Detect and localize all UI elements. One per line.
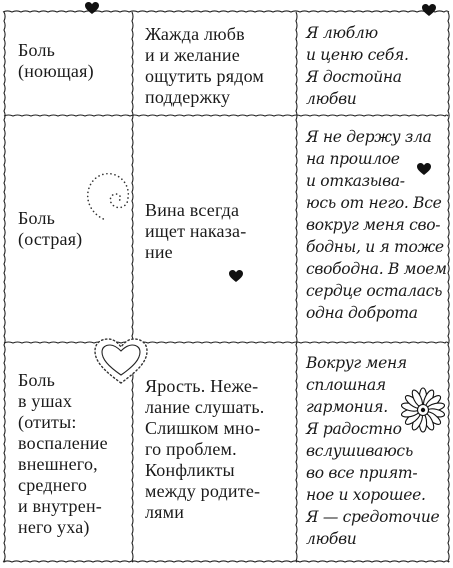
text-line: в ушах: [18, 391, 73, 411]
text-line: Боль: [18, 40, 56, 60]
text-line: свободна. В моем: [306, 260, 447, 278]
text-line: Конфликты: [145, 460, 235, 480]
text-line: Боль: [18, 208, 56, 228]
text-line: ние: [145, 242, 173, 262]
text-line: воспаление: [18, 433, 108, 453]
text-line: Вина всегда: [145, 200, 240, 220]
text-line: вслушиваюсь: [306, 442, 413, 460]
row3-affirmation: [296, 352, 446, 550]
text-line: и внутрен-: [18, 496, 102, 516]
text-line: Я не держу зла: [306, 128, 432, 146]
text-line: (острая): [18, 229, 83, 249]
text-line: любви: [306, 90, 357, 108]
text-line: на прошлое: [306, 150, 400, 168]
text-line: ное и хорошее.: [306, 486, 426, 504]
text-line: любви: [306, 530, 357, 548]
text-line: поддержку: [145, 87, 231, 107]
text-line: Я люблю: [306, 24, 378, 42]
row2-cause: [133, 200, 295, 263]
row1-affirmation: [296, 22, 446, 110]
text-line: гармония.: [306, 398, 388, 416]
text-line: и и желание: [145, 45, 240, 65]
text-line: лями: [145, 502, 185, 522]
row1-cause: [133, 24, 295, 108]
text-line: Я достойна: [306, 68, 402, 86]
text-line: (отиты:: [18, 412, 77, 432]
daisy-flower-icon: [397, 384, 449, 436]
text-line: ощутить рядом: [145, 66, 265, 86]
text-line: (ноющая): [18, 61, 94, 81]
text-line: юсь от него. Все: [306, 194, 442, 212]
text-line: внешнего,: [18, 454, 98, 474]
text-line: среднего: [18, 475, 88, 495]
text-line: сердце осталась: [306, 282, 443, 300]
text-line: Я — средоточие: [306, 508, 440, 526]
heart-icon: [85, 2, 99, 15]
text-line: вокруг меня сво-: [306, 216, 441, 234]
text-line: го проблем.: [145, 439, 237, 459]
text-line: сплошная: [306, 376, 386, 394]
row3-symptom: [8, 370, 132, 538]
text-line: и ценю себя.: [306, 46, 409, 64]
heart-icon: [422, 4, 436, 17]
text-line: Боль: [18, 370, 56, 390]
text-line: Вокруг меня: [306, 354, 407, 372]
text-line: и отказыва-: [306, 172, 405, 190]
text-line: во все прият-: [306, 464, 418, 482]
text-line: Жажда любв: [145, 24, 245, 44]
text-line: бодны, и я тоже: [306, 238, 444, 256]
row2-affirmation: [296, 126, 446, 324]
text-line: него уха): [18, 517, 90, 537]
text-line: одна доброта: [306, 304, 418, 322]
text-line: между родите-: [145, 481, 261, 501]
heart-icon: [417, 163, 431, 176]
text-line: лание слушать.: [145, 397, 265, 417]
text-line: Слишком мно-: [145, 418, 261, 438]
dotted-heart-icon: [93, 337, 149, 387]
text-line: Ярость. Неже-: [145, 376, 259, 396]
text-line: ищет наказа-: [145, 221, 247, 241]
text-line: Я радостно: [306, 420, 402, 438]
dotted-spiral-icon: [84, 168, 138, 224]
row3-cause: [133, 376, 295, 523]
heart-icon: [229, 270, 243, 283]
row1-symptom: [8, 40, 132, 82]
